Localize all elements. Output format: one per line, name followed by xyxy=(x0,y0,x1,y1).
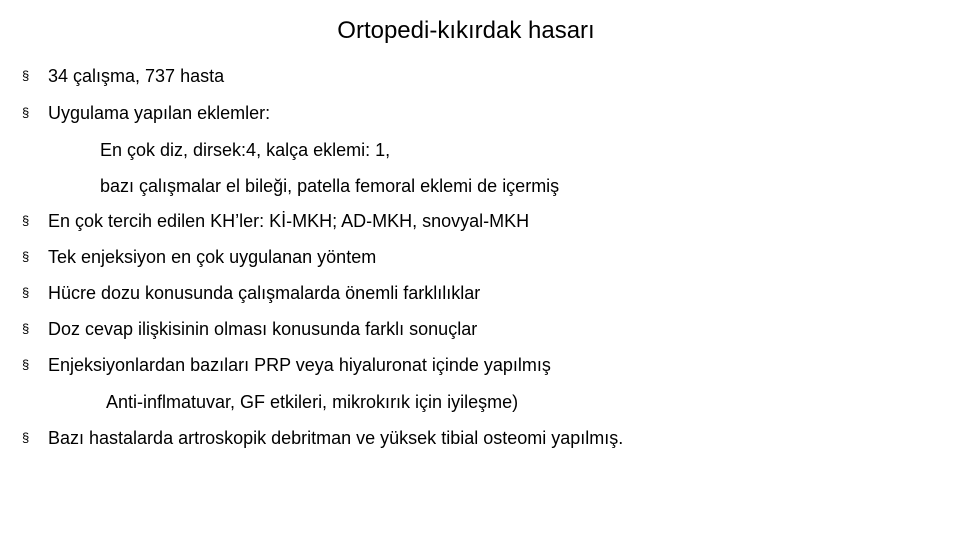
bullet-icon: § xyxy=(22,249,30,264)
bullet-icon: § xyxy=(22,357,30,372)
bullet-icon: § xyxy=(22,213,30,228)
bullet-text: En çok tercih edilen KH’ler: Kİ-MKH; AD-MKH, snovyal-MKH xyxy=(48,211,530,231)
slide-title: Ortopedi-kıkırdak hasarı xyxy=(337,17,595,44)
bullet-icon: § xyxy=(22,430,30,445)
bullet-text: Uygulama yapılan eklemler: xyxy=(48,103,271,123)
bullet-text: Hücre dozu konusunda çalışmalarda önemli farklılıklar xyxy=(48,283,481,303)
bullet-text: Doz cevap ilişkisinin olması konusunda farklı sonuçlar xyxy=(48,319,478,339)
bullet-text: Enjeksiyonlardan bazıları PRP veya hiyaluronat içinde yapılmış xyxy=(48,355,551,375)
bullet-icon: § xyxy=(22,105,30,120)
sub-item-text: bazı çalışmalar el bileği, patella femoral eklemi de içermiş xyxy=(100,176,560,196)
sub-item-text: En çok diz, dirsek:4, kalça eklemi: 1, xyxy=(100,140,391,160)
bullet-icon: § xyxy=(22,321,30,336)
bullet-text: 34 çalışma, 737 hasta xyxy=(48,66,225,86)
bullet-text: Tek enjeksiyon en çok uygulanan yöntem xyxy=(48,247,377,267)
bullet-text: Bazı hastalarda artroskopik debritman ve yüksek tibial osteomi yapılmış. xyxy=(48,428,624,448)
sub-item-text: Anti-inflmatuvar, GF etkileri, mikrokırık için iyileşme) xyxy=(106,392,519,412)
bullet-icon: § xyxy=(22,68,30,83)
bullet-icon: § xyxy=(22,285,30,300)
